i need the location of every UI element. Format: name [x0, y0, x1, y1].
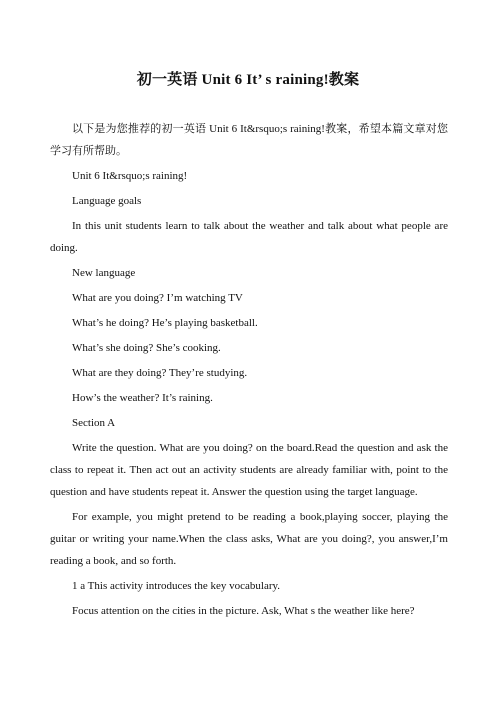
document-title: 初一英语 Unit 6 It’ s raining!教案 — [136, 72, 360, 88]
paragraph-unit-heading: Unit 6 It&rsquo;s raining! — [72, 170, 188, 182]
paragraph-goals-text: In this unit students learn to talk about the weather and talk about what people are doing. — [50, 220, 448, 254]
document-body — [50, 118, 448, 622]
paragraph-example-3: What’s she doing? She’s cooking. — [72, 342, 221, 354]
paragraph-language-goals: Language goals — [72, 195, 142, 207]
paragraph-example-4: What are they doing? They’re studying. — [72, 367, 248, 379]
paragraph-for-example: For example, you might pretend to be reading a book,playing soccer, playing the guitar or writing your name.When the class asks, What are you doing?, you answer,I’m reading a book, and so forth. — [50, 511, 448, 567]
paragraph-example-1: What are you doing? I’m watching TV — [72, 292, 243, 304]
paragraph-example-2: What’s he doing? He’s playing basketball. — [72, 317, 258, 329]
paragraph-activity-1a: 1 a This activity introduces the key vocabulary. — [72, 580, 281, 592]
paragraph-intro: 以下是为您推荐的初一英语 Unit 6 It&rsquo;s raining!教案，希望本篇文章对您学习有所帮助。 — [50, 123, 448, 157]
paragraph-focus-attention: Focus attention on the cities in the picture. Ask, What s the weather like here? — [72, 605, 415, 617]
paragraph-new-language: New language — [72, 267, 136, 279]
paragraph-example-5: How’s the weather? It’s raining. — [72, 392, 213, 404]
paragraph-section-a: Section A — [72, 417, 116, 429]
paragraph-instructions: Write the question. What are you doing? on the board.Read the question and ask the class to repeat it. Then act out an activity students are already familiar with, point to the question and have students repeat it. Answer the question using the target language. — [50, 442, 448, 498]
